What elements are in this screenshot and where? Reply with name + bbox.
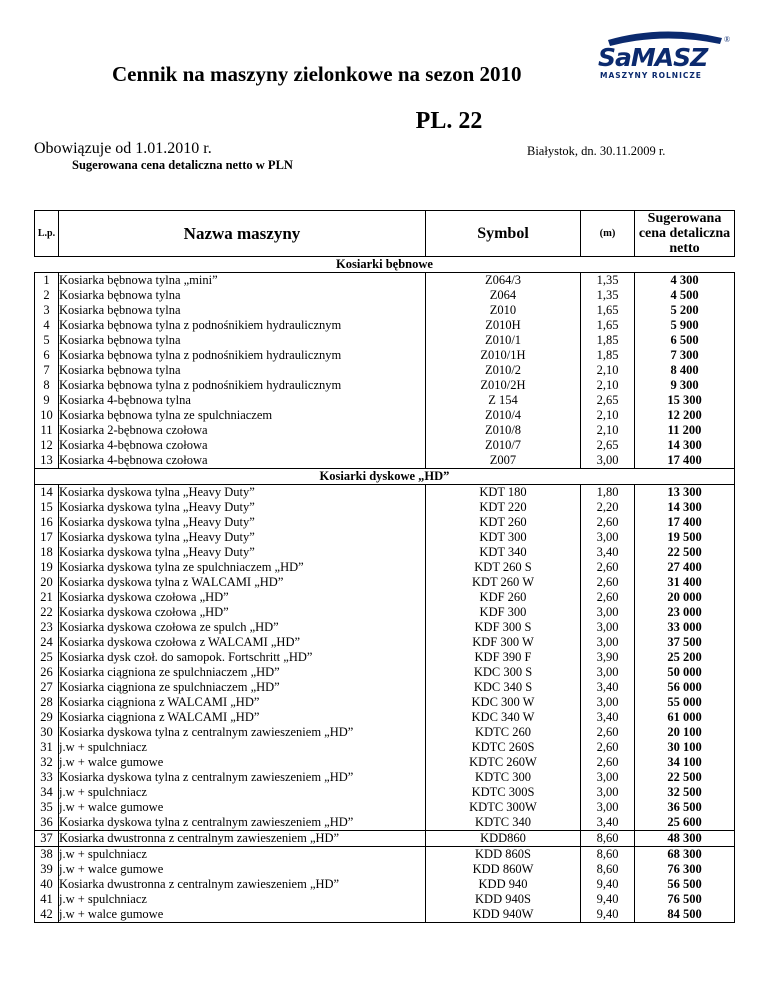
price: 19 500 <box>635 530 735 545</box>
working-width: 3,00 <box>581 605 635 620</box>
row-number: 28 <box>35 695 59 710</box>
working-width: 2,10 <box>581 378 635 393</box>
price: 25 600 <box>635 815 735 831</box>
machine-symbol: Z010/2H <box>426 378 581 393</box>
table-row <box>35 635 735 650</box>
machine-symbol: KDT 220 <box>426 500 581 515</box>
machine-name: j.w + spulchniacz <box>59 847 426 863</box>
table-row <box>35 800 735 815</box>
row-number: 22 <box>35 605 59 620</box>
table-row <box>35 273 735 289</box>
machine-name: Kosiarka dyskowa tylna „Heavy Duty” <box>59 545 426 560</box>
row-number: 30 <box>35 725 59 740</box>
pricelist-number: PL. 22 <box>415 108 483 134</box>
machine-name: Kosiarka bębnowa tylna <box>59 363 426 378</box>
price: 56 000 <box>635 680 735 695</box>
table-row <box>35 575 735 590</box>
price: 15 300 <box>635 393 735 408</box>
machine-symbol: KDTC 300S <box>426 785 581 800</box>
machine-name: Kosiarka dyskowa czołowa „HD” <box>59 590 426 605</box>
working-width: 2,60 <box>581 515 635 530</box>
price: 37 500 <box>635 635 735 650</box>
row-number: 9 <box>35 393 59 408</box>
price: 48 300 <box>635 831 735 847</box>
price: 6 500 <box>635 333 735 348</box>
machine-name: Kosiarka dyskowa tylna „Heavy Duty” <box>59 530 426 545</box>
price: 11 200 <box>635 423 735 438</box>
row-number: 37 <box>35 831 59 847</box>
row-number: 33 <box>35 770 59 785</box>
table-row <box>35 620 735 635</box>
table-row <box>35 333 735 348</box>
machine-name: Kosiarka bębnowa tylna ze spulchniaczem <box>59 408 426 423</box>
row-number: 24 <box>35 635 59 650</box>
table-row <box>35 665 735 680</box>
price: 30 100 <box>635 740 735 755</box>
price: 76 300 <box>635 862 735 877</box>
machine-symbol: KDF 300 W <box>426 635 581 650</box>
working-width: 3,40 <box>581 710 635 725</box>
machine-symbol: Z010 <box>426 303 581 318</box>
machine-name: Kosiarka ciągniona z WALCAMI „HD” <box>59 695 426 710</box>
table-row <box>35 877 735 892</box>
machine-name: Kosiarka dwustronna z centralnym zawieszeniem „HD” <box>59 877 426 892</box>
price: 22 500 <box>635 545 735 560</box>
machine-name: Kosiarka dyskowa czołowa z WALCAMI „HD” <box>59 635 426 650</box>
table-row <box>35 847 735 863</box>
working-width: 2,60 <box>581 590 635 605</box>
row-number: 35 <box>35 800 59 815</box>
section-header-row <box>35 469 735 485</box>
table-row <box>35 770 735 785</box>
machine-symbol: KDC 300 W <box>426 695 581 710</box>
machine-name: Kosiarka bębnowa tylna z podnośnikiem hydraulicznym <box>59 348 426 363</box>
table-row <box>35 303 735 318</box>
machine-symbol: KDT 260 W <box>426 575 581 590</box>
price: 13 300 <box>635 485 735 501</box>
row-number: 26 <box>35 665 59 680</box>
machine-symbol: Z010/7 <box>426 438 581 453</box>
machine-symbol: KDF 260 <box>426 590 581 605</box>
row-number: 39 <box>35 862 59 877</box>
table-row <box>35 740 735 755</box>
row-number: 32 <box>35 755 59 770</box>
row-number: 40 <box>35 877 59 892</box>
working-width: 3,40 <box>581 815 635 831</box>
table-row <box>35 560 735 575</box>
machine-symbol: KDD 860S <box>426 847 581 863</box>
working-width: 3,00 <box>581 530 635 545</box>
working-width: 1,35 <box>581 288 635 303</box>
table-row <box>35 408 735 423</box>
table-row <box>35 438 735 453</box>
price: 22 500 <box>635 770 735 785</box>
machine-name: Kosiarka ciągniona ze spulchniaczem „HD” <box>59 665 426 680</box>
machine-name: Kosiarka ciągniona ze spulchniaczem „HD” <box>59 680 426 695</box>
price: 5 900 <box>635 318 735 333</box>
table-row <box>35 831 735 847</box>
row-number: 42 <box>35 907 59 923</box>
price: 27 400 <box>635 560 735 575</box>
price: 17 400 <box>635 515 735 530</box>
working-width: 2,60 <box>581 575 635 590</box>
table-row <box>35 605 735 620</box>
working-width: 1,65 <box>581 303 635 318</box>
col-header-width: (m) <box>581 211 635 257</box>
machine-name: Kosiarka 4-bębnowa czołowa <box>59 438 426 453</box>
col-header-name: Nazwa maszyny <box>59 211 426 257</box>
table-row <box>35 453 735 469</box>
working-width: 1,65 <box>581 318 635 333</box>
machine-name: Kosiarka 2-bębnowa czołowa <box>59 423 426 438</box>
row-number: 27 <box>35 680 59 695</box>
price-table <box>34 210 735 923</box>
row-number: 14 <box>35 485 59 501</box>
machine-name: Kosiarka bębnowa tylna z podnośnikiem hydraulicznym <box>59 378 426 393</box>
price: 68 300 <box>635 847 735 863</box>
row-number: 31 <box>35 740 59 755</box>
machine-symbol: Z010/2 <box>426 363 581 378</box>
machine-name: Kosiarka dyskowa tylna z centralnym zawieszeniem „HD” <box>59 725 426 740</box>
machine-symbol: Z010/8 <box>426 423 581 438</box>
col-header-price: Sugerowana cena detaliczna netto <box>635 211 735 257</box>
machine-name: Kosiarka dyskowa tylna z centralnym zawieszeniem „HD” <box>59 815 426 831</box>
section-title: Kosiarki bębnowe <box>336 257 433 271</box>
price: 12 200 <box>635 408 735 423</box>
table-row <box>35 650 735 665</box>
logo-registered-mark: ® <box>724 35 731 44</box>
price: 4 300 <box>635 273 735 289</box>
row-number: 7 <box>35 363 59 378</box>
row-number: 2 <box>35 288 59 303</box>
price: 7 300 <box>635 348 735 363</box>
table-row <box>35 545 735 560</box>
page-title: Cennik na maszyny zielonkowe na sezon 2010 <box>112 62 522 86</box>
working-width: 3,00 <box>581 770 635 785</box>
price: 36 500 <box>635 800 735 815</box>
machine-symbol: KDT 340 <box>426 545 581 560</box>
table-row <box>35 590 735 605</box>
row-number: 13 <box>35 453 59 469</box>
working-width: 9,40 <box>581 907 635 923</box>
price: 34 100 <box>635 755 735 770</box>
machine-name: Kosiarka dyskowa tylna „Heavy Duty” <box>59 485 426 501</box>
machine-symbol: Z010/1 <box>426 333 581 348</box>
working-width: 2,65 <box>581 393 635 408</box>
machine-symbol: KDF 300 S <box>426 620 581 635</box>
valid-from: Obowiązuje od 1.01.2010 r. <box>34 140 212 157</box>
row-number: 19 <box>35 560 59 575</box>
machine-name: j.w + spulchniacz <box>59 892 426 907</box>
table-row <box>35 755 735 770</box>
machine-name: j.w + walce gumowe <box>59 862 426 877</box>
price: 31 400 <box>635 575 735 590</box>
machine-symbol: Z064 <box>426 288 581 303</box>
machine-symbol: KDT 300 <box>426 530 581 545</box>
price: 76 500 <box>635 892 735 907</box>
col-header-lp: L.p. <box>35 211 59 257</box>
working-width: 2,60 <box>581 560 635 575</box>
row-number: 38 <box>35 847 59 863</box>
machine-name: j.w + walce gumowe <box>59 800 426 815</box>
machine-name: Kosiarka dyskowa tylna z centralnym zawieszeniem „HD” <box>59 770 426 785</box>
working-width: 3,00 <box>581 800 635 815</box>
machine-symbol: Z007 <box>426 453 581 469</box>
working-width: 9,40 <box>581 892 635 907</box>
price: 61 000 <box>635 710 735 725</box>
working-width: 8,60 <box>581 831 635 847</box>
working-width: 9,40 <box>581 877 635 892</box>
samasz-logo <box>594 30 732 82</box>
machine-name: Kosiarka 4-bębnowa tylna <box>59 393 426 408</box>
row-number: 6 <box>35 348 59 363</box>
price: 23 000 <box>635 605 735 620</box>
price: 33 000 <box>635 620 735 635</box>
machine-symbol: Z010/1H <box>426 348 581 363</box>
row-number: 8 <box>35 378 59 393</box>
row-number: 15 <box>35 500 59 515</box>
machine-symbol: KDF 390 F <box>426 650 581 665</box>
row-number: 29 <box>35 710 59 725</box>
table-row <box>35 710 735 725</box>
machine-symbol: Z 154 <box>426 393 581 408</box>
section-title: Kosiarki dyskowe „HD” <box>35 469 735 485</box>
working-width: 2,60 <box>581 755 635 770</box>
machine-symbol: KDD 940 <box>426 877 581 892</box>
machine-symbol: KDF 300 <box>426 605 581 620</box>
logo-subtitle: MASZYNY ROLNICZE <box>600 71 702 80</box>
working-width: 3,00 <box>581 665 635 680</box>
working-width: 1,80 <box>581 485 635 501</box>
table-row <box>35 725 735 740</box>
price: 25 200 <box>635 650 735 665</box>
working-width: 3,40 <box>581 545 635 560</box>
row-number: 17 <box>35 530 59 545</box>
machine-symbol: KDC 300 S <box>426 665 581 680</box>
row-number: 11 <box>35 423 59 438</box>
table-row <box>35 892 735 907</box>
row-number: 21 <box>35 590 59 605</box>
machine-name: j.w + spulchniacz <box>59 785 426 800</box>
row-number: 36 <box>35 815 59 831</box>
machine-symbol: KDD 940S <box>426 892 581 907</box>
working-width: 2,10 <box>581 423 635 438</box>
working-width: 2,60 <box>581 740 635 755</box>
price: 9 300 <box>635 378 735 393</box>
working-width: 2,10 <box>581 363 635 378</box>
machine-name: Kosiarka dyskowa tylna „Heavy Duty” <box>59 515 426 530</box>
price: 8 400 <box>635 363 735 378</box>
working-width: 3,00 <box>581 695 635 710</box>
working-width: 8,60 <box>581 862 635 877</box>
machine-name: Kosiarka dyskowa czołowa ze spulch „HD” <box>59 620 426 635</box>
table-row <box>35 393 735 408</box>
table-header-row <box>35 211 735 257</box>
working-width: 1,35 <box>581 273 635 289</box>
table-body <box>35 257 735 923</box>
price: 55 000 <box>635 695 735 710</box>
row-number: 25 <box>35 650 59 665</box>
machine-name: Kosiarka dyskowa tylna „Heavy Duty” <box>59 500 426 515</box>
machine-name: j.w + walce gumowe <box>59 755 426 770</box>
machine-name: Kosiarka dwustronna z centralnym zawieszeniem „HD” <box>59 831 426 847</box>
row-number: 34 <box>35 785 59 800</box>
table-row <box>35 363 735 378</box>
table-row <box>35 423 735 438</box>
machine-name: Kosiarka bębnowa tylna <box>59 288 426 303</box>
row-number: 18 <box>35 545 59 560</box>
working-width: 2,10 <box>581 408 635 423</box>
working-width: 3,00 <box>581 453 635 469</box>
place-date: Białystok, dn. 30.11.2009 r. <box>527 144 666 158</box>
price: 20 000 <box>635 590 735 605</box>
table-row <box>35 485 735 501</box>
row-number: 4 <box>35 318 59 333</box>
price: 32 500 <box>635 785 735 800</box>
machine-symbol: Z010/4 <box>426 408 581 423</box>
row-number: 20 <box>35 575 59 590</box>
table-row <box>35 907 735 923</box>
machine-symbol: KDC 340 S <box>426 680 581 695</box>
machine-symbol: KDD 860W <box>426 862 581 877</box>
price: 4 500 <box>635 288 735 303</box>
col-header-symbol: Symbol <box>426 211 581 257</box>
price: 50 000 <box>635 665 735 680</box>
row-number: 5 <box>35 333 59 348</box>
machine-symbol: KDD860 <box>426 831 581 847</box>
working-width: 2,65 <box>581 438 635 453</box>
working-width: 1,85 <box>581 348 635 363</box>
table-row <box>35 348 735 363</box>
machine-name: Kosiarka bębnowa tylna „mini” <box>59 273 426 289</box>
machine-name: Kosiarka bębnowa tylna <box>59 333 426 348</box>
price: 20 100 <box>635 725 735 740</box>
machine-name: j.w + walce gumowe <box>59 907 426 923</box>
table-row <box>35 500 735 515</box>
machine-name: Kosiarka dyskowa czołowa „HD” <box>59 605 426 620</box>
row-number: 16 <box>35 515 59 530</box>
price: 5 200 <box>635 303 735 318</box>
price: 14 300 <box>635 500 735 515</box>
row-number: 1 <box>35 273 59 289</box>
machine-symbol: Z010H <box>426 318 581 333</box>
table-row <box>35 318 735 333</box>
working-width: 2,20 <box>581 500 635 515</box>
machine-symbol: Z064/3 <box>426 273 581 289</box>
machine-name: j.w + spulchniacz <box>59 740 426 755</box>
machine-name: Kosiarka bębnowa tylna <box>59 303 426 318</box>
machine-symbol: KDTC 300W <box>426 800 581 815</box>
table-row <box>35 862 735 877</box>
working-width: 1,85 <box>581 333 635 348</box>
machine-symbol: KDT 260 <box>426 515 581 530</box>
machine-symbol: KDD 940W <box>426 907 581 923</box>
machine-symbol: KDC 340 W <box>426 710 581 725</box>
machine-symbol: KDT 180 <box>426 485 581 501</box>
working-width: 3,90 <box>581 650 635 665</box>
machine-name: Kosiarka dysk czoł. do samopok. Fortschritt „HD” <box>59 650 426 665</box>
row-number: 3 <box>35 303 59 318</box>
table-row <box>35 515 735 530</box>
row-number: 23 <box>35 620 59 635</box>
machine-symbol: KDTC 340 <box>426 815 581 831</box>
table-row <box>35 378 735 393</box>
price: 14 300 <box>635 438 735 453</box>
section-header-row <box>35 257 735 273</box>
table-row <box>35 815 735 831</box>
working-width: 8,60 <box>581 847 635 863</box>
machine-name: Kosiarka bębnowa tylna z podnośnikiem hydraulicznym <box>59 318 426 333</box>
table-row <box>35 530 735 545</box>
price: 56 500 <box>635 877 735 892</box>
working-width: 3,00 <box>581 620 635 635</box>
machine-name: Kosiarka ciągniona z WALCAMI „HD” <box>59 710 426 725</box>
working-width: 3,00 <box>581 785 635 800</box>
row-number: 10 <box>35 408 59 423</box>
row-number: 41 <box>35 892 59 907</box>
row-number: 12 <box>35 438 59 453</box>
machine-symbol: KDTC 260S <box>426 740 581 755</box>
machine-symbol: KDT 260 S <box>426 560 581 575</box>
table-row <box>35 680 735 695</box>
table-row <box>35 785 735 800</box>
suggested-price-note: Sugerowana cena detaliczna netto w PLN <box>72 158 293 172</box>
machine-name: Kosiarka 4-bębnowa czołowa <box>59 453 426 469</box>
machine-symbol: KDTC 260W <box>426 755 581 770</box>
working-width: 2,60 <box>581 725 635 740</box>
machine-name: Kosiarka dyskowa tylna z WALCAMI „HD” <box>59 575 426 590</box>
working-width: 3,00 <box>581 635 635 650</box>
machine-symbol: KDTC 260 <box>426 725 581 740</box>
price: 84 500 <box>635 907 735 923</box>
machine-name: Kosiarka dyskowa tylna ze spulchniaczem „HD” <box>59 560 426 575</box>
price: 17 400 <box>635 453 735 469</box>
working-width: 3,40 <box>581 680 635 695</box>
machine-symbol: KDTC 300 <box>426 770 581 785</box>
table-row <box>35 695 735 710</box>
table-row <box>35 288 735 303</box>
logo-wordmark: SaMASZ <box>598 43 708 72</box>
